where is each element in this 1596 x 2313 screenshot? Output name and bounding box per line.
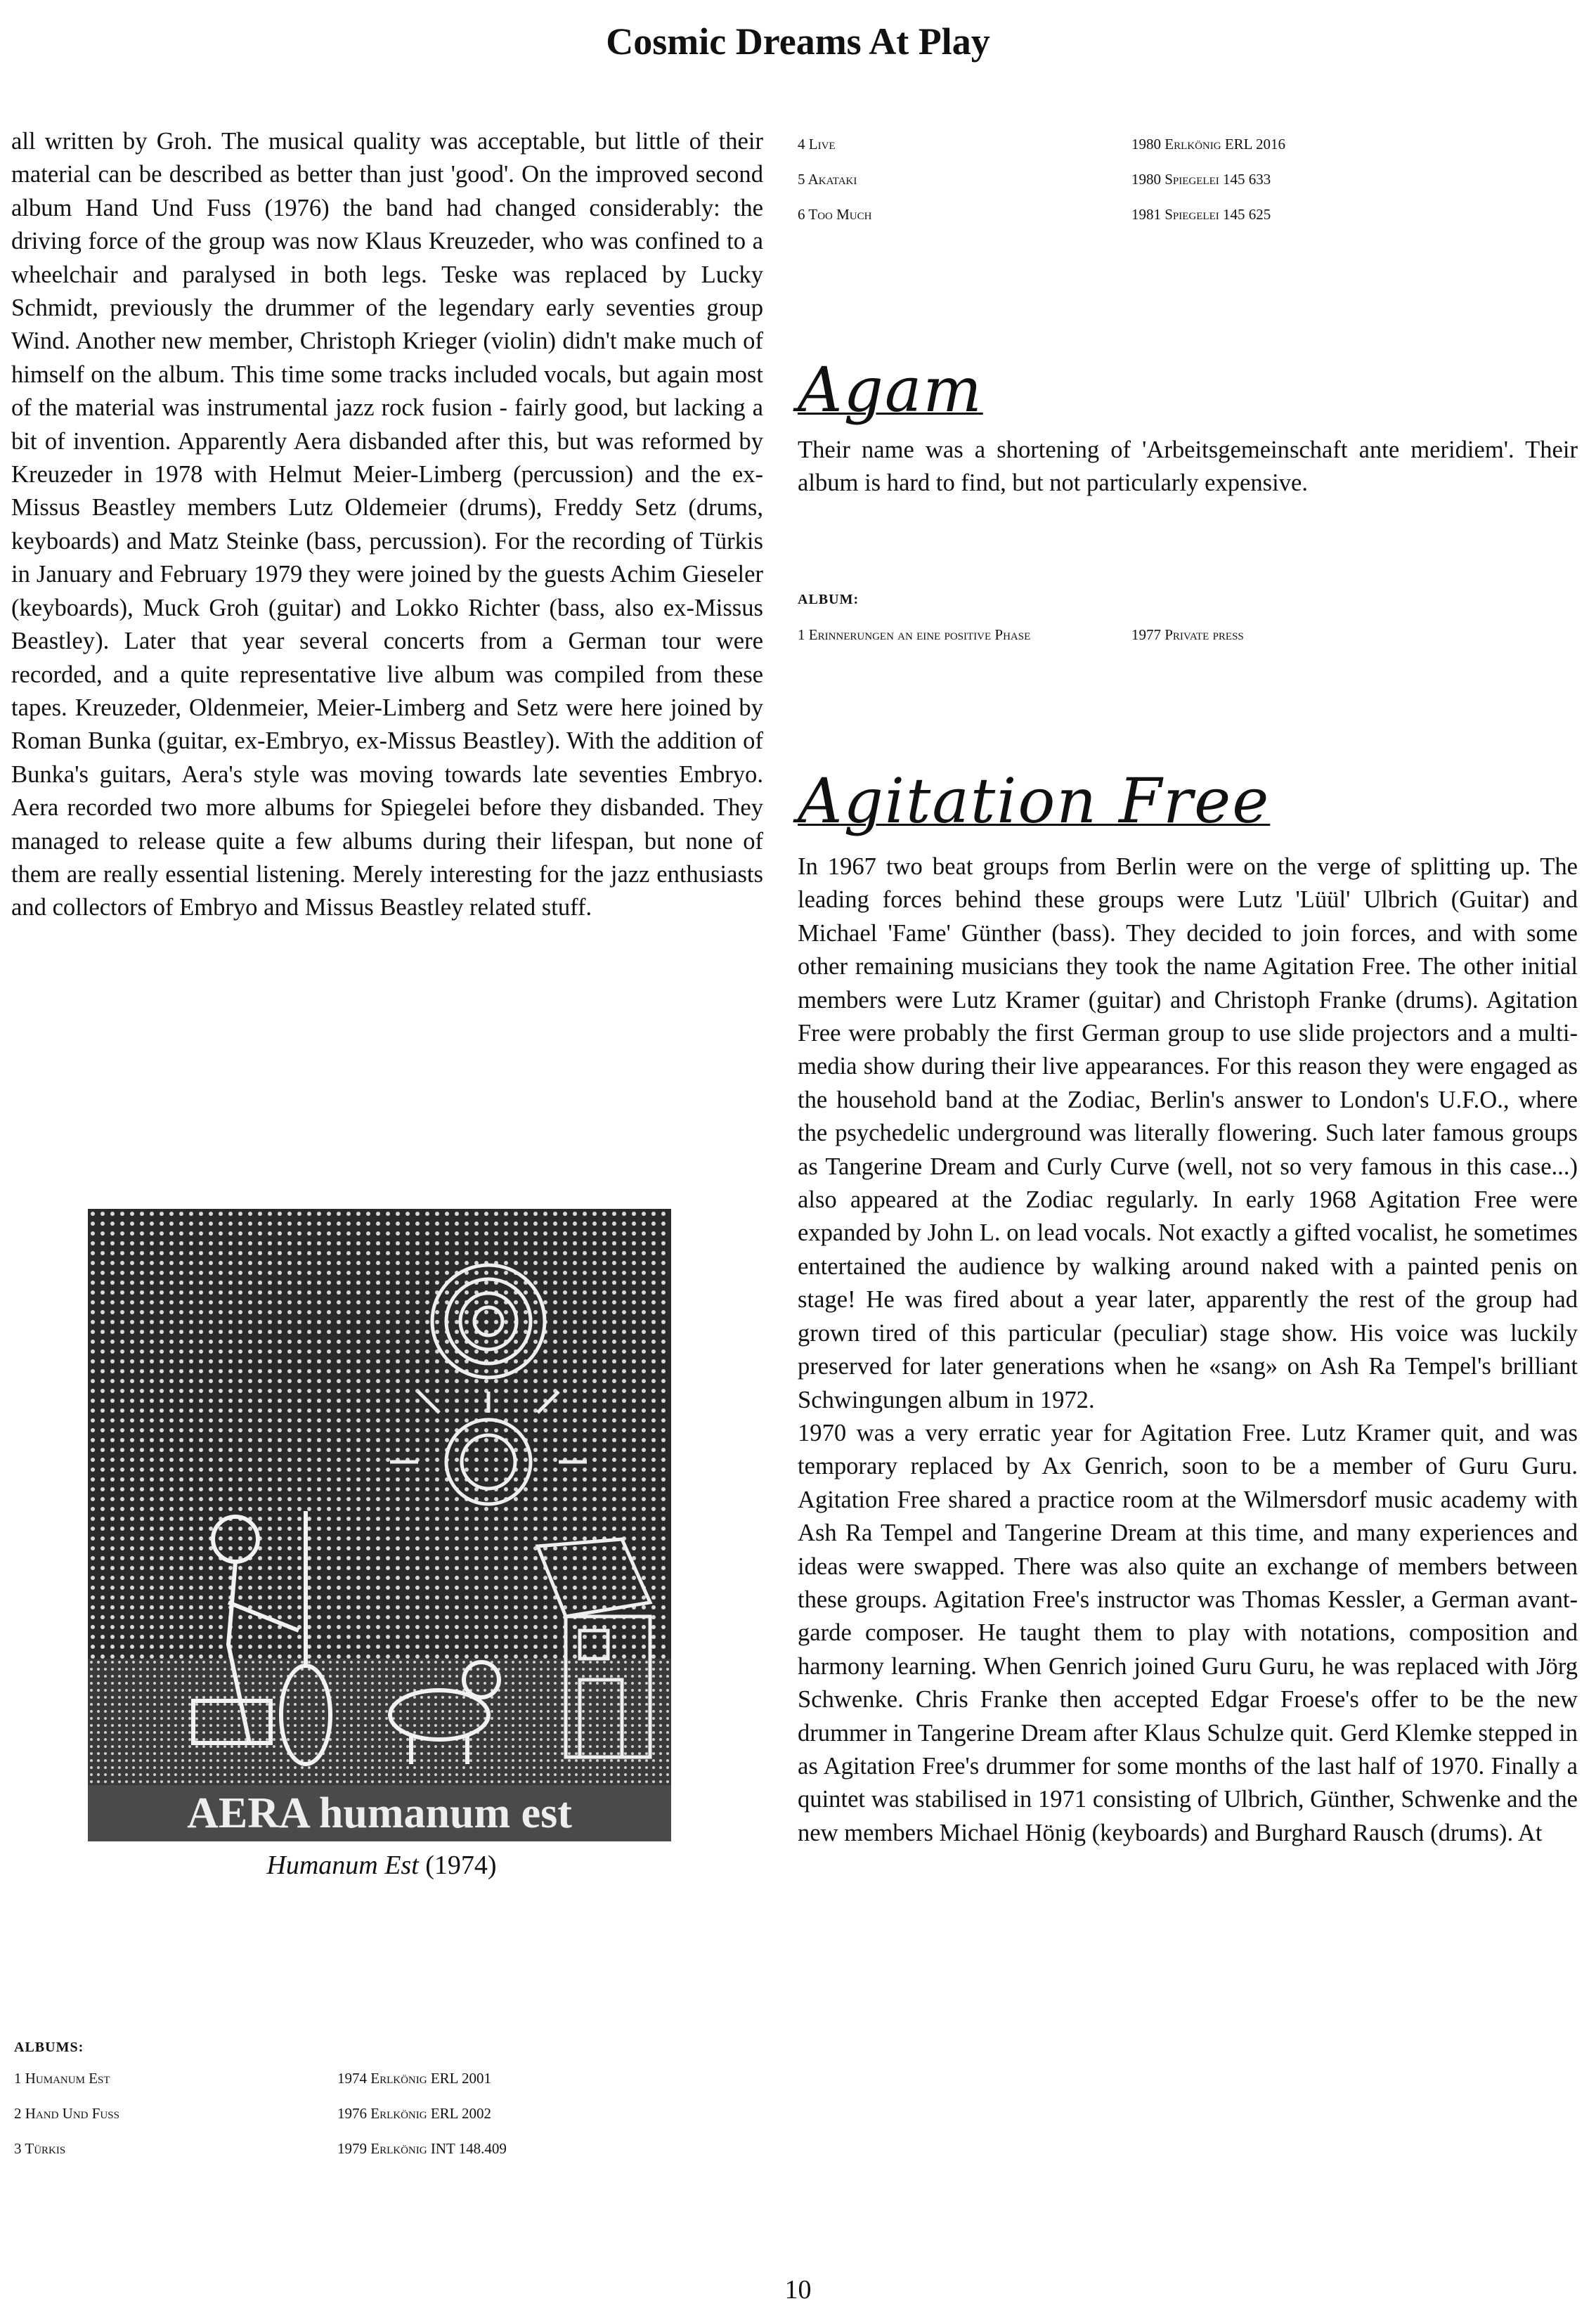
- album-release: 1981 Spiegelei 145 625: [1131, 206, 1271, 223]
- album-title: 2 Hand Und Fuss: [14, 2105, 119, 2122]
- page-title: Cosmic Dreams At Play: [606, 20, 990, 63]
- agam-heading: Agam: [798, 354, 983, 426]
- table-row: [798, 617, 1571, 652]
- aera-albums-table: [14, 2030, 759, 2166]
- agitation-free-paragraph-1: In 1967 two beat groups from Berlin were on the verge of splitting up. The leading forces behind these groups were Lutz 'Lüül' Ulbrich (Guitar) and Michael 'Fame' Günther (bass). They decided to join forces, and with some other remaining musicians they took the name Agitation Free. The other initial members were Lutz Kramer (guitar) and Christoph Franke (drums). Agitation Free were probably the first German group to use slide projectors and a multi-media show during their live appearances. For this reason they were engaged as the household band at the Zodiac, Berlin's answer to London's U.F.O., where the psychedelic underground was literally flowering. Such later famous groups as Tangerine Dream and Curly Curve (well, not so very famous in this case...) also appeared at the Zodiac regularly. In early 1968 Agitation Free were expanded by John L. on lead vocals. Not exactly a gifted vocalist, he sometimes entertained the audience by walking around naked with a painted penis on stage! He was fired about a year later, apparently the rest of the group had grown tired of this particular (peculiar) stage show. His voice was luckily preserved for later generations when he «sang» on Ash Ra Tempel's brilliant Schwingungen album in 1972.: [798, 853, 1578, 1413]
- table-row: [14, 2061, 759, 2096]
- agitation-free-paragraph-2: 1970 was a very erratic year for Agitation Free. Lutz Kramer quit, and was temporary replaced by Ax Genrich, soon to be a member of Guru Guru. Agitation Free shared a practice room at the Wilmersdorf music academy with Ash Ra Tempel and Tangerine Dream at this time, and many experiences and ideas were swapped. There was also quite an exchange of members between these groups. Agitation Free's instructor was Thomas Kessler, a German avant-garde composer. He taught them to play with notations, composition and harmony learning. When Genrich joined Guru Guru, he was replaced with Jörg Schwenke. Chris Franke then accepted Edgar Froese's offer to be the new drummer in Tangerine Dream after Klaus Schulze quit. Gerd Klemke stepped in as Agitation Free's drummer for some months of the last half of 1970. Finally a quintet was stabilised in 1971 consisting of Ulbrich, Günther, Schwenke and the new members Michael Hönig (keyboards) and Burghard Rausch (drums). At: [798, 1419, 1578, 1846]
- agitation-free-heading: Agitation Free: [798, 765, 1271, 837]
- agitation-free-section: [798, 850, 1578, 1850]
- left-column: [11, 125, 763, 925]
- album-title: 1 Erinnerungen an eine positive Phase: [798, 626, 1031, 643]
- agam-albums-table: [798, 582, 1571, 652]
- album-title: 5 Akataki: [798, 171, 857, 188]
- cover-caption-title: Humanum Est: [266, 1851, 419, 1880]
- cover-title-text: AERA humanum est: [187, 1789, 572, 1837]
- albums-label: ALBUMS:: [14, 2040, 84, 2055]
- table-row: [798, 197, 1571, 232]
- album-title: 4 Live: [798, 136, 836, 153]
- album-cover-illustration: [88, 1209, 671, 1841]
- album-release: 1977 Private press: [1131, 626, 1244, 643]
- page-number: 10: [784, 2275, 812, 2305]
- cover-caption: [0, 1850, 763, 1881]
- table-row: [798, 162, 1571, 197]
- album-release: 1980 Spiegelei 145 633: [1131, 171, 1271, 188]
- album-release: 1974 Erlkönig ERL 2001: [337, 2070, 491, 2087]
- table-row: [798, 127, 1571, 162]
- aera-continued-text: all written by Groh. The musical quality was acceptable, but little of their material can be described as better than just 'good'. On the improved second album Hand Und Fuss (1976) the band had changed considerably: the driving force of the group was now Klaus Kreuzeder, who was confined to a wheelchair and paralysed in both legs. Teske was replaced by Lucky Schmidt, previously the drummer of the legendary early seventies group Wind. Another new member, Christoph Krieger (violin) didn't make much of himself on the album. This time some tracks included vocals, but again most of the material was instrumental jazz rock fusion - fairly good, but lacking a bit of invention. Apparently Aera disbanded after this, but was reformed by Kreuzeder in 1978 with Helmut Meier-Limberg (percussion) and the ex-Missus Beastley members Lutz Oldemeier (drums), Freddy Setz (drums, keyboards) and Matz Steinke (bass, percussion). For the recording of Türkis in January and February 1979 they were joined by the guests Achim Gieseler (keyboards), Muck Groh (guitar) and Lokko Richter (bass, also ex-Missus Beastley). Later that year several concerts from a German tour were recorded, and a quite representative live album was compiled from these tapes. Kreuzeder, Oldenmeier, Meier-Limberg and Setz were here joined by Roman Bunka (guitar, ex-Embryo, ex-Missus Beastley). With the addition of Bunka's guitars, Aera's style was moving towards late seventies Embryo. Aera recorded two more albums for Spiegelei before they disbanded. They managed to release quite a few albums during their lifespan, but none of them are really essential listening. Merely interesting for the jazz enthusiasts and collectors of Embryo and Missus Beastley related stuff.: [11, 128, 763, 921]
- agam-text: Their name was a shortening of 'Arbeitsgemeinschaft ante meridiem'. Their album is hard to find, but not particularly expensive.: [798, 436, 1578, 497]
- album-label: ALBUM:: [798, 592, 859, 607]
- table-row: [14, 2096, 759, 2131]
- album-cover-image: [88, 1209, 671, 1841]
- table-row: [14, 2131, 759, 2166]
- cover-caption-year: (1974): [425, 1851, 497, 1880]
- album-title: 6 Too Much: [798, 206, 872, 223]
- album-title: 1 Humanum Est: [14, 2070, 110, 2087]
- album-release: 1979 Erlkönig INT 148.409: [337, 2140, 507, 2157]
- album-release: 1976 Erlkönig ERL 2002: [337, 2105, 491, 2122]
- album-release: 1980 Erlkönig ERL 2016: [1131, 136, 1285, 153]
- aera-albums-continued-table: [798, 127, 1571, 232]
- album-title: 3 Türkis: [14, 2140, 66, 2157]
- agam-section: [798, 434, 1578, 500]
